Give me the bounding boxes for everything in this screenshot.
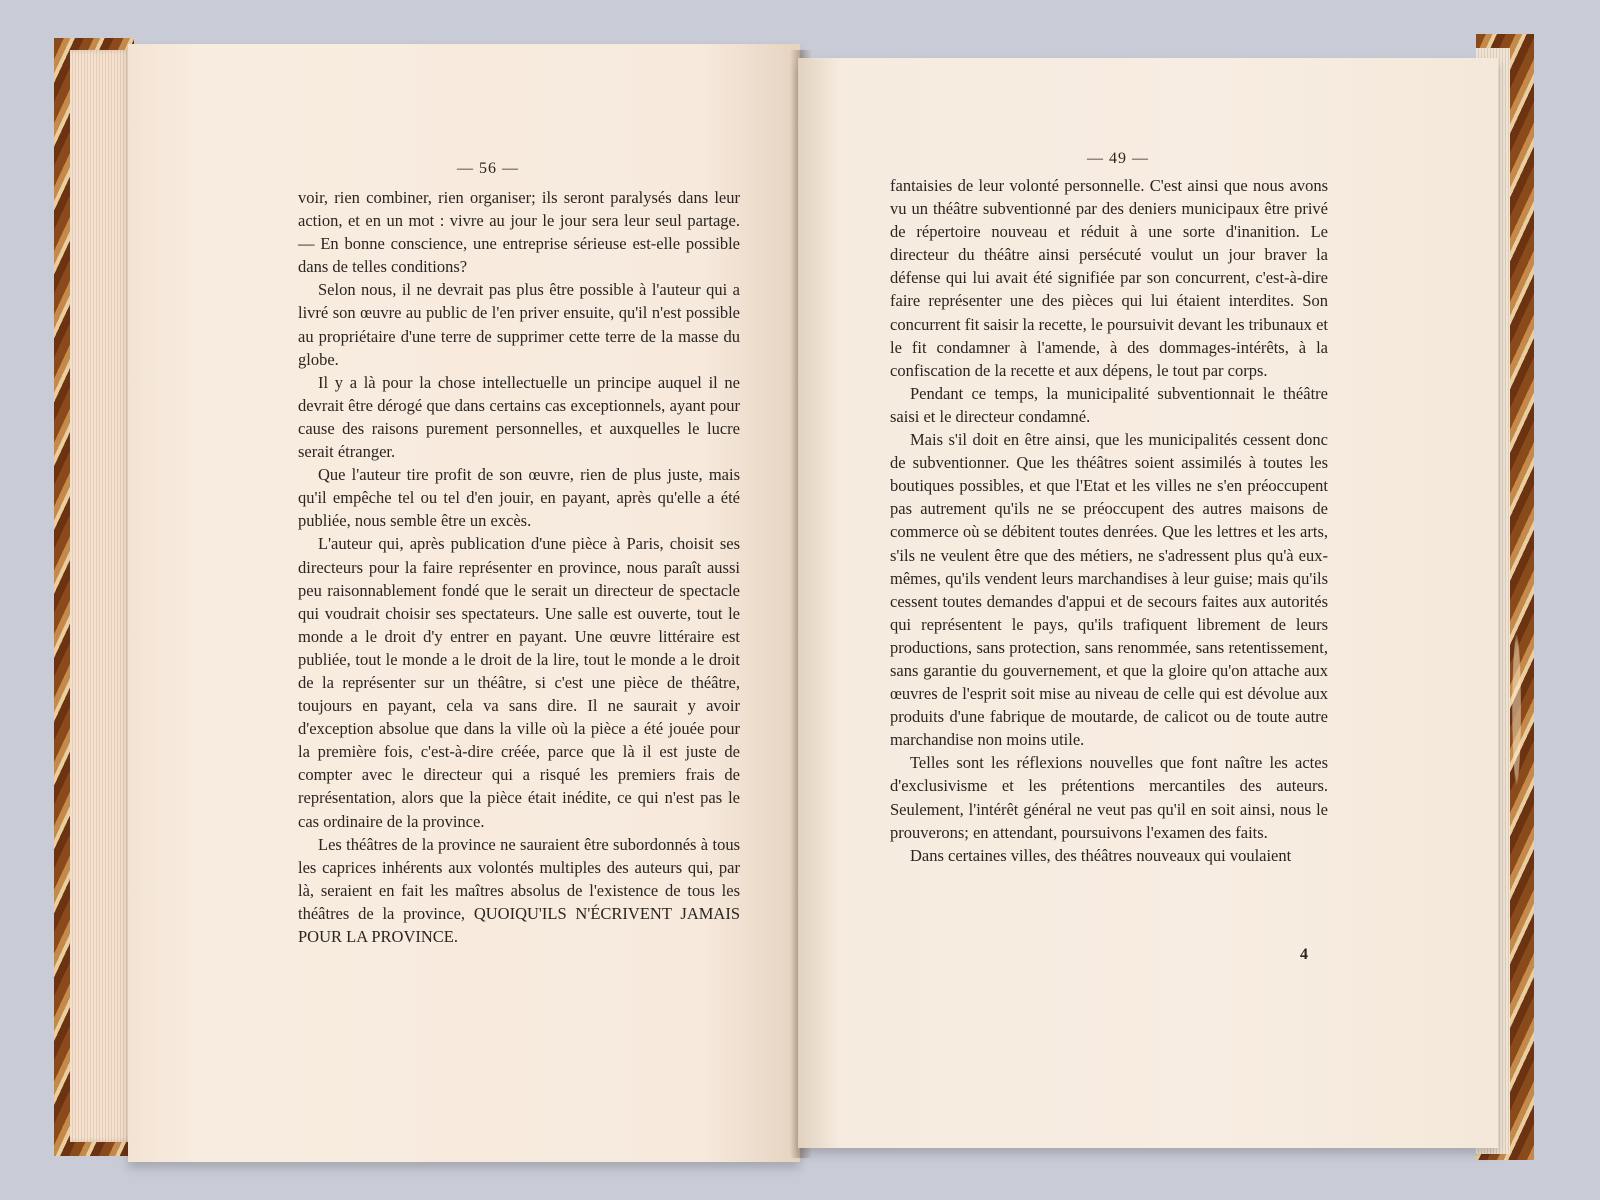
left-paragraph: Les théâtres de la province ne sauraient être subordonnés à tous les caprices inhérents aux volontés multiples des auteurs qui, par là, seraient en fait les maîtres absolus de l'existence de tous les théâtres de la province, QUOIQU'ILS N'ÉCRIVENT JAMAIS POUR LA PROVINCE. — [298, 834, 740, 946]
left-paragraph: Que l'auteur tire profit de son œuvre, rien de plus juste, mais qu'il empêche tel ou tel d'en jouir, en payant, après qu'elle a été publiée, nous semble être un excès. — [298, 465, 740, 531]
right-page-number: — 49 — — [1087, 150, 1149, 167]
right-page — [798, 58, 1498, 1148]
left-page-number: — 56 — — [457, 160, 519, 177]
right-page-text — [890, 174, 1328, 867]
left-page-text — [298, 186, 740, 948]
right-paragraph: Telles sont les réflexions nouvelles que font naître les actes d'exclusivisme et les prétentions mercantiles des auteurs. Seulement, l'intérêt général ne veut pas qu'il en soit ainsi, nous le prouverons; en attendant, poursuivons l'examen des faits. — [890, 753, 1328, 842]
left-page-edges — [70, 50, 134, 1142]
right-paragraph: fantaisies de leur volonté personnelle. C'est ainsi que nous avons vu un théâtre subventionné par des deniers municipaux être privé de répertoire nouveau et réduit à une sorte d'inanition. Le directeur du théâtre ainsi persécuté voulut un jour braver la défense qui lui avait été signifiée par son concurrent, c'est-à-dire faire représenter une des pièces qui lui étaient interdites. Son concurrent fit saisir la recette, le poursuivit devant les tribunaux et le fit condamner à l'amende, à des dommages-intérêts, à la confiscation de la recette et aux dépens, le tout par corps. — [890, 176, 1328, 380]
left-paragraph: L'auteur qui, après publication d'une pièce à Paris, choisit ses directeurs pour la faire représenter en province, nous paraît aussi peu raisonnablement fondé que le serait un directeur de spectacle qui voudrait choisir ses spectateurs. Une salle est ouverte, tout le monde a le droit d'y entrer en payant. Une œuvre littéraire est publiée, tout le monde a le droit de la lire, tout le monde a le droit de la représenter sur un théâtre, si c'est une pièce de théâtre, toujours en payant, cela va sans dire. Il ne saurait y avoir d'exception absolue que dans la ville où la pièce a été jouée pour la première fois, c'est-à-dire créée, parce que là il est juste de compter avec le directeur qui a risqué les premiers frais de représentation, alors que la pièce était inédite, ce qui n'est pas le cas ordinaire de la province. — [298, 534, 740, 831]
left-page — [128, 44, 800, 1162]
right-paragraph: Pendant ce temps, la municipalité subventionnait le théâtre saisi et le directeur condamné. — [890, 383, 1328, 426]
right-paragraph: Mais s'il doit en être ainsi, que les municipalités cessent donc de subventionner. Que les théâtres soient assimilés à toutes les boutiques possibles, et que l'Etat et les villes ne s'en préoccupent pas autrement qu'ils ne se préoccupent des autres maisons de commerce où se débitent toutes denrées. Que les lettres et les arts, s'ils ne veulent être que des métiers, ne s'adressent plus qu'à eux-mêmes, qu'ils vendent leurs marchandises à leur guise; mais qu'ils cessent toutes demandes d'appui et de secours faites aux autorités qui représentent le pays, qu'ils trafiquent librement de leurs productions, sans protection, sans renommée, sans retentissement, sans garantie du gouvernement, et que la gloire qu'on attache aux œuvres de l'esprit soit mise au niveau de celle qui est dévolue aux produits d'une fabrique de moutarde, de calicot ou de toute autre marchandise non moins utile. — [890, 430, 1328, 750]
left-paragraph: voir, rien combiner, rien organiser; ils seront paralysés dans leur action, et en un mot : vivre au jour le jour sera leur seul partage. — En bonne conscience, une entreprise sérieuse est-elle possible dans de telles conditions? — [298, 188, 740, 277]
left-paragraph: Il y a là pour la chose intellectuelle un principe auquel il ne devrait être dérogé que dans certains cas exceptionnels, ayant pour cause des raisons purement personnelles, et auxquelles le lucre serait étranger. — [298, 372, 740, 462]
signature-mark: 4 — [1300, 946, 1308, 963]
left-paragraph: Selon nous, il ne devrait pas plus être possible à l'auteur qui a livré son œuvre au public de l'en priver ensuite, qu'il n'est possible au propriétaire d'une terre de supprimer cette terre de la masse du globe. — [298, 280, 740, 369]
right-paragraph: Dans certaines villes, des théâtres nouveaux qui voulaient — [910, 845, 1292, 865]
